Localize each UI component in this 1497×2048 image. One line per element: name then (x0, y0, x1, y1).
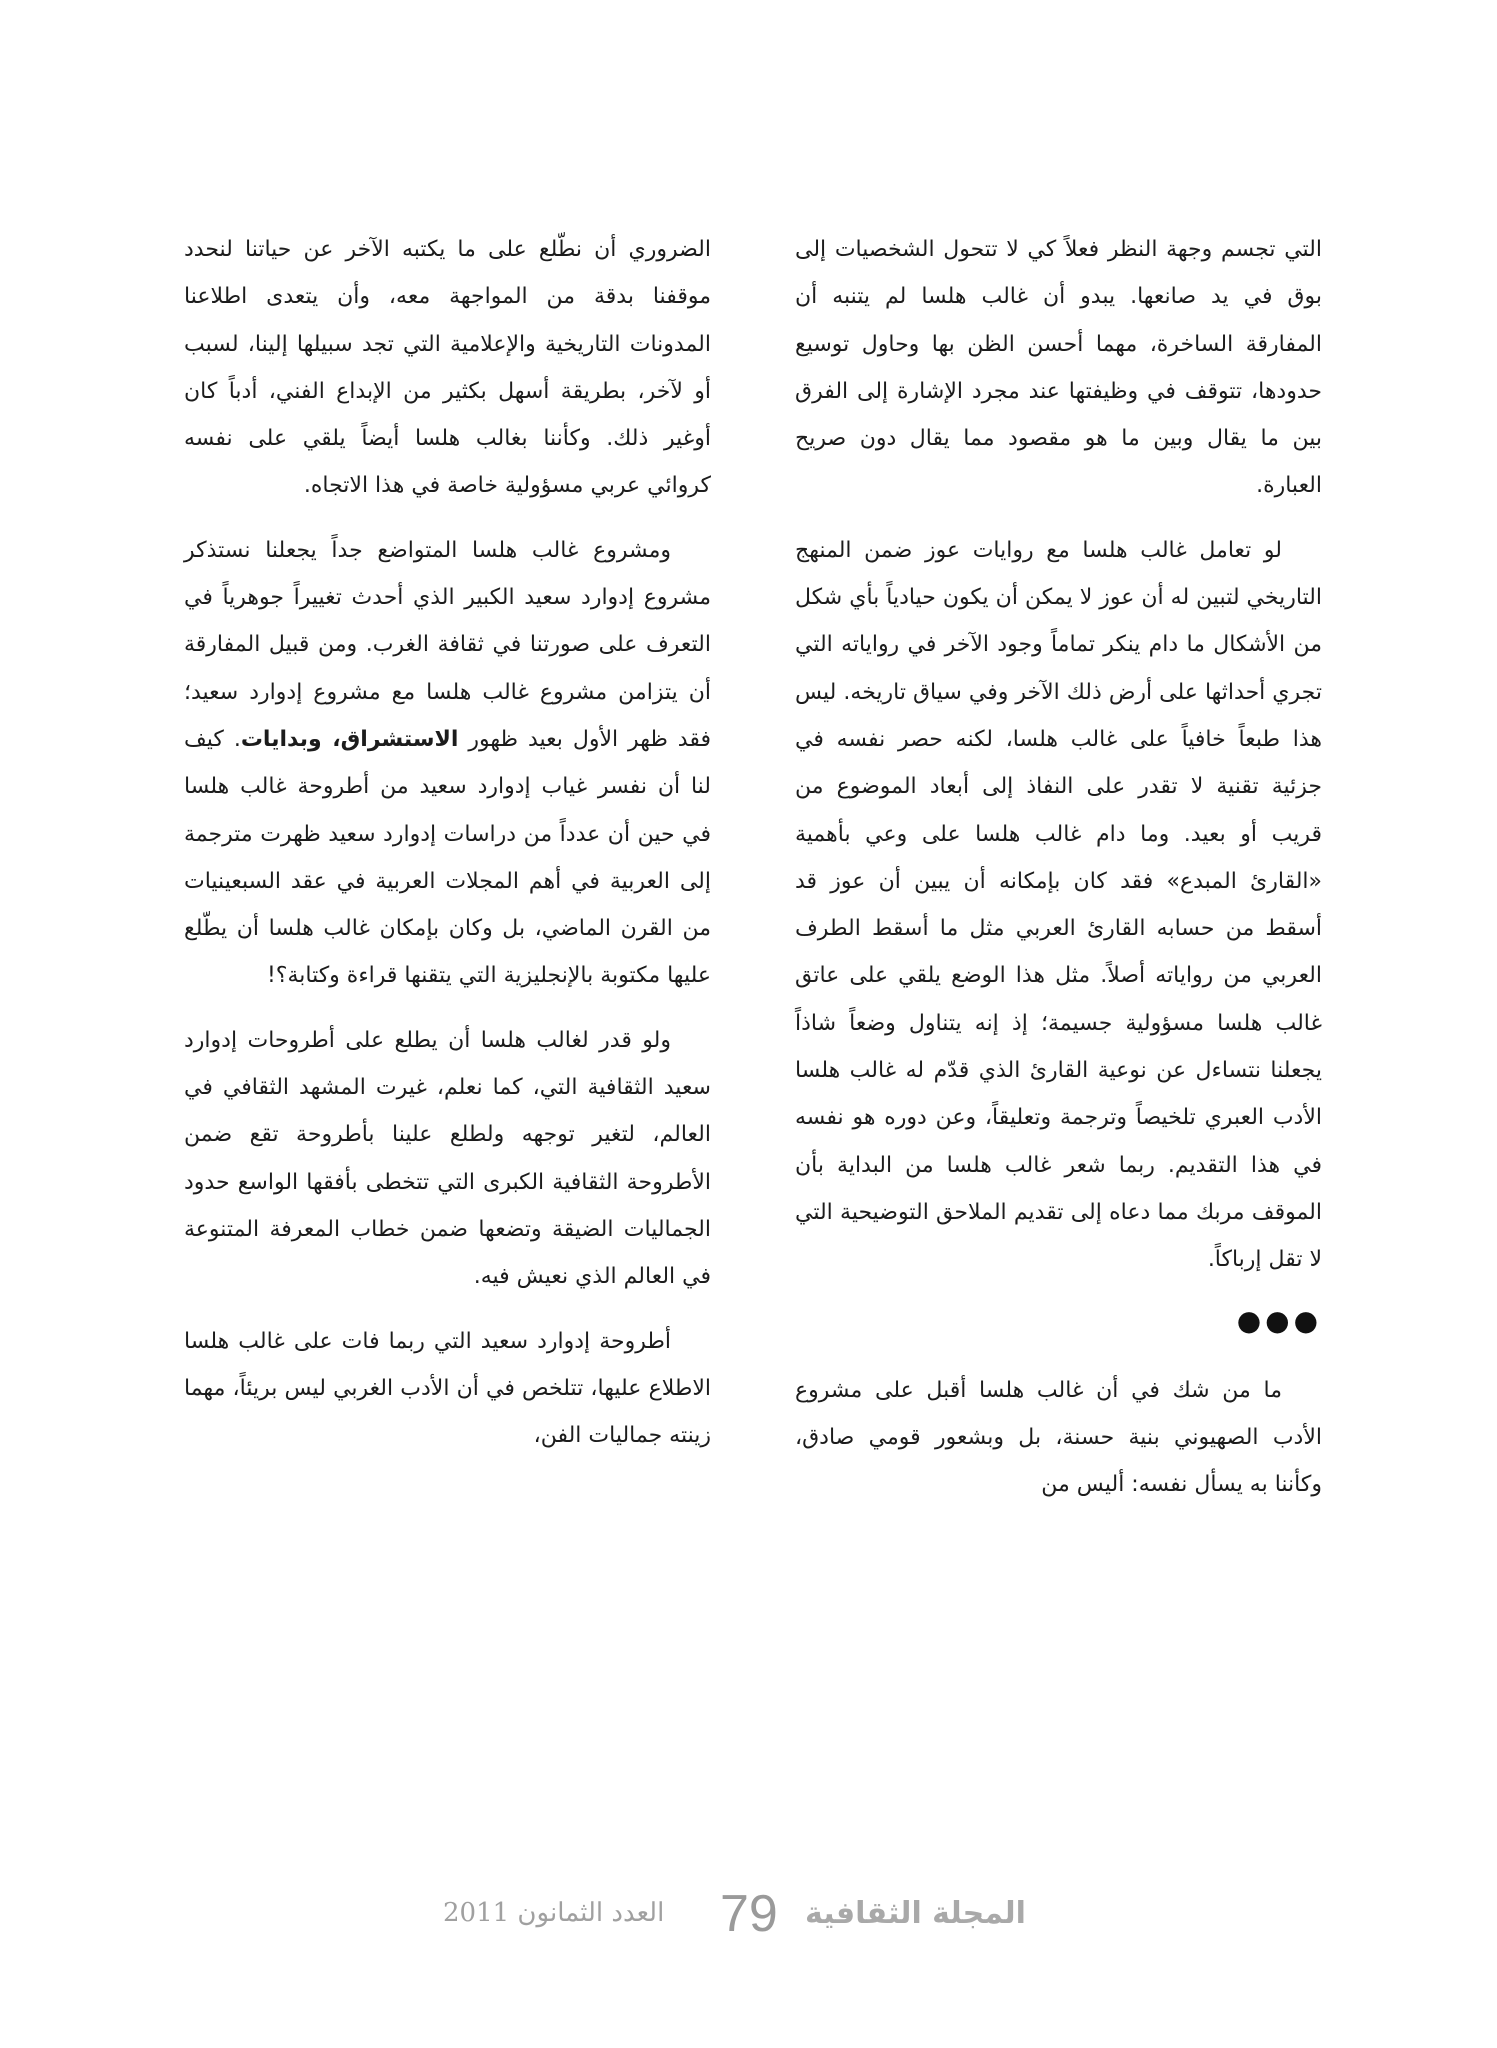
paragraph (184, 527, 711, 1000)
page-number: 79 (720, 1885, 778, 1943)
paragraph: الضروري أن نطّلع على ما يكتبه الآخر عن حياتنا لنحدد موقفنا بدقة من المواجهة معه، وأن يتعدى اطلاعنا المدونات التاريخية والإعلامية التي تجد سبيلها إلينا، لسبب أو لآخر، بطريقة أسهل بكثير من الإبداع الفني، أدباً كان أوغير ذلك. وكأننا بغالب هلسا أيضاً يلقي على نفسه كروائي عربي مسؤولية خاصة في هذا الاتجاه. (184, 237, 711, 499)
paragraph-text: ومشروع غالب هلسا المتواضع جداً يجعلنا نستذكر مشروع إدوارد سعيد الكبير الذي أحدث تغييراً جوهرياً في التعرف على صورتنا في ثقافة الغرب. ومن قبيل المفارقة أن يتزامن مشروع غالب هلسا مع مشروع إدوارد سعيد؛ فقد ظهر الأول بعيد ظهور (184, 537, 711, 752)
section-separator: ●●● (1236, 1303, 1322, 1337)
paragraph: التي تجسم وجهة النظر فعلاً كي لا تتحول الشخصيات إلى بوق في يد صانعها. يبدو أن غالب هلسا لم يتنبه أن المفارقة الساخرة، مهما أحسن الظن بها وحاول توسيع حدودها، تتوقف في وظيفتها عند مجرد الإشارة إلى الفرق بين ما يقال وبين ما هو مقصود مما يقال دون صريح العبارة. (795, 237, 1322, 499)
paragraph-text: . كيف لنا أن نفسر غياب إدوارد سعيد من أطروحة غالب هلسا في حين أن عدداً من دراسات إدوارد سعيد ظهرت مترجمة إلى العربية في أهم المجلات العربية في عقد السبعينيات من القرن الماضي، بل وكان بإمكان غالب هلسا أن يطّلع عليها مكتوبة بالإنجليزية التي يتقنها قراءة وكتابة؟! (184, 726, 711, 989)
issue-label: العدد الثمانون 2011 (443, 1898, 665, 1928)
page-footer (0, 1885, 1497, 1950)
paragraph: لو تعامل غالب هلسا مع روايات عوز ضمن المنهج التاريخي لتبين له أن عوز لا يمكن أن يكون حيادياً بأي شكل من الأشكال ما دام ينكر تماماً وجود الآخر في رواياته التي تجري أحداثها على أرض ذلك الآخر وفي سياق تاريخه. ليس هذا طبعاً خافياً على غالب هلسا، لكنه حصر نفسه في جزئية تقنية لا تقدر على النفاذ إلى أبعاد الموضوع من قريب أو بعيد. وما دام غالب هلسا على وعي بأهمية «القارئ المبدع» فقد كان بإمكانه أن يبين أن عوز قد أسقط من حسابه القارئ العربي مثل ما أسقط الطرف العربي من رواياته أصلاً. مثل هذا الوضع يلقي على عاتق غالب هلسا مسؤولية جسيمة؛ إذ إنه يتناول وضعاً شاذاً يجعلنا نتساءل عن نوعية القارئ الذي قدّم له غالب هلسا الأدب العبري تلخيصاً وترجمة وتعليقاً، وعن دوره هو نفسه في هذا التقديم. ربما شعر غالب هلسا من البداية بأن الموقف مربك مما دعاه إلى تقديم الملاحق التوضيحية التي لا تقل إرباكاً. (795, 537, 1322, 1273)
right-column (795, 226, 1322, 1525)
paragraph: ولو قدر لغالب هلسا أن يطلع على أطروحات إدوارد سعيد الثقافية التي، كما نعلم، غيرت المشهد الثقافي في العالم، لتغير توجهه ولطلع علينا بأطروحة تقع ضمن الأطروحة الثقافية الكبرى التي تتخطى بأفقها الواسع حدود الجماليات الضيقة وتضعها ضمن خطاب المعرفة المتنوعة في العالم الذي نعيش فيه. (184, 1027, 711, 1290)
book-titles: الاستشراق، وبدايات (240, 726, 459, 752)
magazine-title: المجلة الثقافية (805, 1896, 1026, 1931)
paragraph: أطروحة إدوارد سعيد التي ربما فات على غالب هلسا الاطلاع عليها، تتلخص في أن الأدب الغربي ليس بريئاً، مهما زينته جماليات الفن، (184, 1328, 711, 1449)
left-column (184, 226, 711, 1476)
paragraph: ما من شك في أن غالب هلسا أقبل على مشروع الأدب الصهيوني بنية حسنة، بل وبشعور قومي صادق، وكأننا به يسأل نفسه: أليس من (795, 1377, 1322, 1498)
